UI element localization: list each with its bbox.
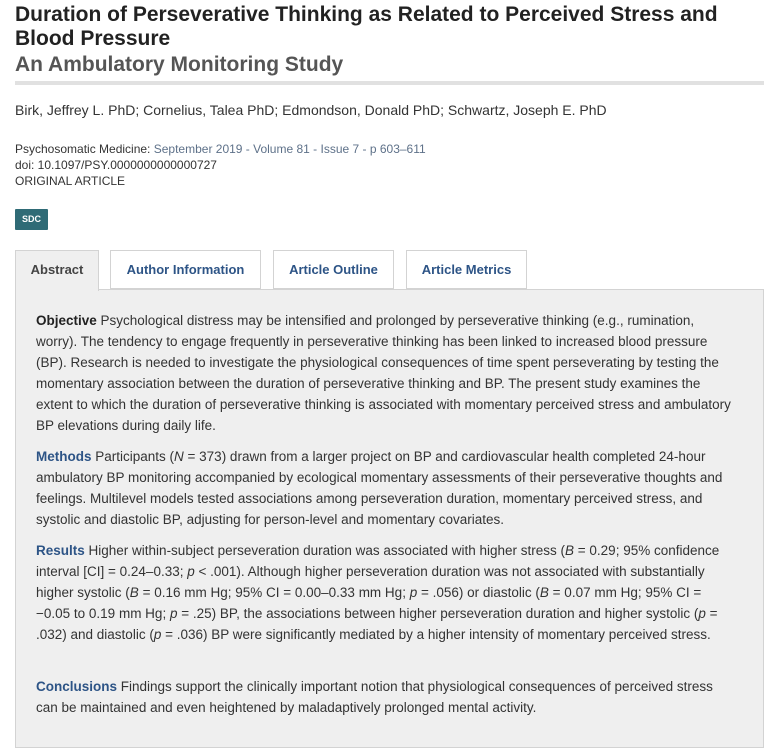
- author-list: Birk, Jeffrey L. PhD; Cornelius, Talea PhD; Edmondson, Donald PhD; Schwartz, Joseph E. PhD: [15, 102, 607, 118]
- conclusions-text: Findings support the clinically important notion that physiological consequences of perceived stress can be maintained and even heightened by maladaptively prolonged mental activity.: [36, 679, 713, 715]
- title-divider: [15, 81, 764, 85]
- journal-line: [15, 141, 426, 157]
- article-title: Duration of Perseverative Thinking as Related to Perceived Stress and Blood Pressure: [15, 3, 718, 50]
- journal-name: Psychosomatic Medicine:: [15, 142, 154, 156]
- conclusions-label: Conclusions: [36, 679, 118, 694]
- abstract-methods: [36, 446, 731, 530]
- article-type: ORIGINAL ARTICLE: [15, 174, 126, 188]
- methods-text: Participants (N = 373) drawn from a larger project on BP and cardiovascular health completed 24-hour ambulatory BP monitoring accompanied by ecological momentary assessments of their perseverative thoughts and feelings. Multilevel models tested associations among perseveration duration, momentary perceived stress, and systolic and diastolic BP, adjusting for person-level and momentary covariates.: [36, 449, 723, 527]
- citation-block: [15, 141, 426, 189]
- abstract-results: [36, 540, 731, 645]
- tab-article-outline[interactable]: Article Outline: [273, 250, 394, 289]
- abstract-conclusions: [36, 676, 731, 718]
- abstract-panel: [15, 289, 764, 748]
- abstract-objective: [36, 310, 731, 436]
- tab-abstract[interactable]: Abstract: [15, 250, 99, 291]
- methods-label: Methods: [36, 449, 92, 464]
- results-label: Results: [36, 543, 85, 558]
- article-subtitle: An Ambulatory Monitoring Study: [15, 53, 344, 76]
- doi: doi: 10.1097/PSY.0000000000000727: [15, 158, 217, 172]
- objective-label: Objective: [36, 313, 97, 328]
- tab-author-information[interactable]: Author Information: [110, 250, 261, 289]
- results-text: Higher within-subject perseveration duration was associated with higher stress (B = 0.29; 95% confidence interval [CI] = 0.24–0.33; p < .001). Although higher perseveration duration was not associated with substantially higher systolic (B = 0.16 mm Hg; 95% CI = 0.00–0.33 mm Hg; p = .056) or diastolic (B = 0.07 mm Hg; 95% CI = −0.05 to 0.19 mm Hg; p = .25) BP, the associations between higher perseveration duration and higher systolic (p = .032) and diastolic (p = .036) BP were significantly mediated by a higher intensity of momentary perceived stress.: [36, 543, 720, 642]
- objective-text: Psychological distress may be intensified and prolonged by perseverative thinking (e.g., rumination, worry). The tendency to engage frequently in perseverative thinking has been linked to increased blood pressure (BP). Research is needed to investigate the physiological consequences of time spent perseverating by testing the momentary association between the duration of perseverative thinking and BP. The present study examines the extent to which the duration of perseverative thinking is associated with momentary perceived stress and ambulatory BP elevations during daily life.: [36, 313, 731, 433]
- sdc-badge[interactable]: SDC: [15, 209, 48, 230]
- issue-link[interactable]: September 2019 - Volume 81 - Issue 7 - p 603–611: [153, 142, 426, 156]
- tab-article-metrics[interactable]: Article Metrics: [406, 250, 527, 289]
